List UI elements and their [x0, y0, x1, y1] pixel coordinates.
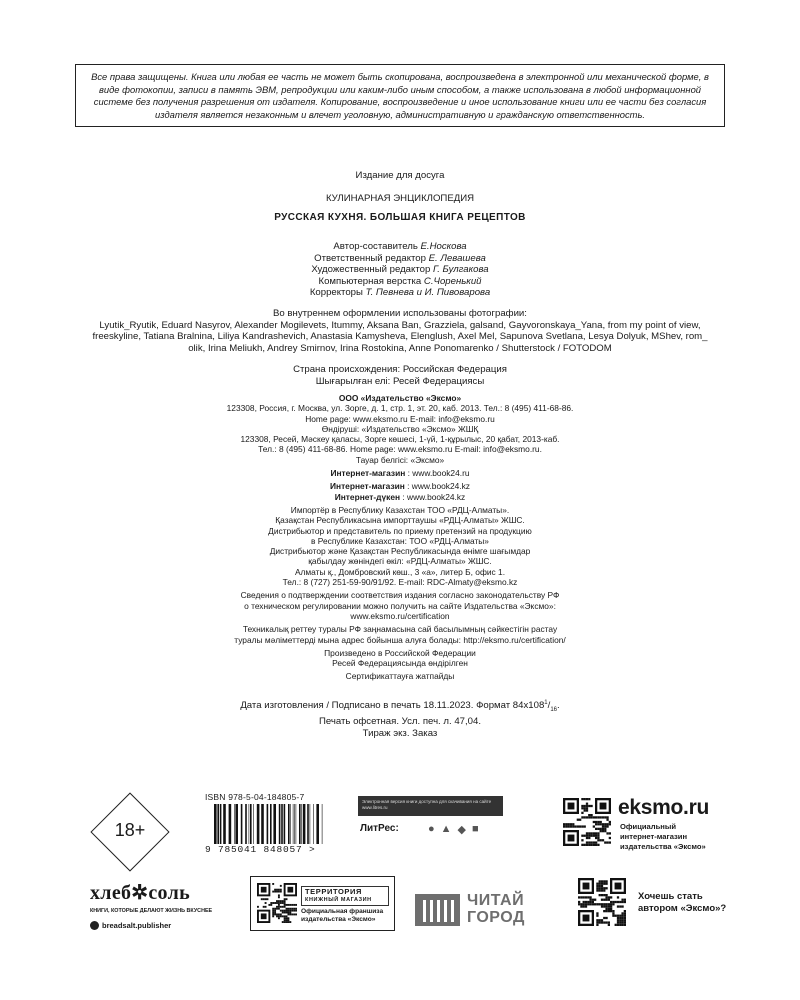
credit-row: Автор-составитель Е.Носкова [333, 241, 467, 252]
copyright-notice: Все права защищены. Книга или любая ее часть не может быть скопирована, воспроизведена в электронной или механической форме, в виде фотокопии, записи в память ЭВМ, репродукции или каким-либо иным способом, а также использована в любой информационной системе без получения разрешения от издателя. Копирование, воспроизведение и иное использование книги или ее части без согласия издателя является незаконным и влечет уголовную, административную и гражданскую ответственность. [75, 64, 725, 127]
photos-heading: Во внутреннем оформлении использованы фотографии: [273, 308, 527, 319]
chitai-gorod-block [415, 890, 550, 930]
certification-ru: www.eksmo.ru/certification [350, 610, 450, 621]
isbn-text: ISBN 978-5-04-184805-7 [205, 792, 305, 802]
distributor-kz-line: қабылдау жөніндегі өкіл: «РДЦ-Алматы» ЖШС. [308, 556, 492, 567]
eksmo-shop-caption: Официальный интернет-магазин издательства «Эксмо» [620, 822, 706, 851]
eksmo-logo: eksmo.ru [618, 796, 709, 819]
edition-type: Издание для досуга [355, 170, 445, 181]
importer-kz: Қазақстан Республикасына импорттаушы «РДЦ-Алматы» ЖШС. [275, 515, 525, 526]
distributor-line: Дистрибьютор и представитель по приему претензий на продукцию [268, 525, 532, 536]
territory-block [250, 876, 395, 931]
distributor-kz-line: Дистрибьютор және Қазақстан Республикасында өнімге шағымдар [269, 546, 531, 557]
made-in-ru: Произведено в Российской Федерации [324, 647, 476, 658]
credits [60, 241, 740, 299]
production-line: Печать офсетная. Усл. печ. л. 47,04. [318, 716, 481, 728]
publisher-kz-address: 123308, Ресей, Мәскеу қаласы, Зорге көшесі, 1-үй, 1-құрылыс, 20 қабат, 2013-каб. [240, 434, 560, 445]
certification-not-required: Сертификаттауға жатпайды [345, 671, 455, 682]
territory-qr-code-icon [257, 883, 297, 923]
hleb-sol-social: breadsalt.publisher [90, 921, 220, 930]
shop-ru: Интернет-магазин : www.book24.ru [330, 468, 470, 479]
blackberry-icon: ◆ [457, 824, 467, 836]
photos-line: olik, Irina Meliukh, Andrey Smirnov, Irina Rostokina, Anne Ponomarenko / Shutterstock / FOTODOM [188, 342, 612, 354]
photos-line: Lyutik_Ryutik, Eduard Nasyrov, Alexander Mogilevets, Itummy, Aksana Ban, Grazziela, galsand, Gayvoronskaya_Yana, from my point of view, [99, 319, 701, 331]
shop-kz: Интернет-магазин : www.book24.kz [330, 481, 470, 492]
certification-ru: Сведения о подтверждении соответствия издания согласно законодательству РФ [240, 590, 560, 601]
eksmo-qr-code-icon [563, 798, 611, 846]
apple-icon: ● [428, 823, 435, 835]
hleb-sol-slogan: КНИГИ, КОТОРЫЕ ДЕЛАЮТ ЖИЗНЬ ВКУСНЕЕ [90, 908, 213, 914]
windows-icon: ■ [472, 823, 479, 835]
publisher-info [60, 393, 740, 682]
almaty-contacts: Тел.: 8 (727) 251-59-90/91/92. E-mail: RDC-Almaty@eksmo.kz [282, 577, 518, 588]
origin-line: Страна происхождения: Российская Федерация [293, 364, 507, 375]
territory-caption: Официальная франшиза издательства «Эксмо» [301, 908, 384, 923]
android-icon: ▲ [440, 823, 452, 835]
production-line: Тираж экз. Заказ [362, 728, 438, 740]
photos-line: freeskyline, Tatiana Bralnina, Liliya Kandrashevich, Anastasia Kamysheva, Elenglush, Axel Mel, Sapunova Svetlana, Lesya Dolyuk, MShev, rom_ [92, 331, 708, 343]
credit-row: Корректоры Т. Певнева и И. Пивоварова [309, 287, 491, 299]
hleb-sol-logo: хлеб✲соль [90, 882, 190, 904]
hleb-sol-block [90, 880, 220, 930]
publisher-kz-name: Өндіруші: «Издательство «Эксмо» ЖШҚ [321, 423, 479, 434]
become-author-text: Хочешь стать автором «Эксмо»? [638, 891, 727, 914]
barcode-number: 9 785041 848057 > [205, 844, 316, 855]
series-name: КУЛИНАРНАЯ ЭНЦИКЛОПЕДИЯ [325, 193, 475, 204]
barcode-icon [213, 804, 325, 844]
trademark: Тауар белгісі: «Эксмо» [355, 454, 445, 465]
importer-ru: Импортёр в Республику Казахстан ТОО «РДЦ-Алматы». [290, 504, 510, 515]
vk-icon [90, 921, 99, 930]
age-rating [90, 792, 170, 872]
publisher-name: ООО «Издательство «Эксмо» [338, 393, 462, 403]
credit-row: Художественный редактор Г. Булгакова [311, 264, 489, 276]
publisher-web: Home page: www.eksmo.ru E-mail: info@eksmo.ru [305, 413, 495, 424]
production-info [60, 697, 740, 740]
publisher-address: 123308, Россия, г. Москва, ул. Зорге, д. 1, стр. 1, эт. 20, каб. 2013. Тел.: 8 (495) 411-68-86. [226, 403, 574, 414]
litres-logo: ЛитРес: [360, 823, 399, 834]
publisher-kz-web: Тел.: 8 (495) 411-68-86. Home page: www.eksmo.ru E-mail: info@eksmo.ru. [258, 444, 542, 455]
chitai-gorod-mark-icon [415, 894, 460, 926]
author-qr-code-icon [578, 878, 626, 926]
shop-kz-2: Интернет-дүкен : www.book24.kz [334, 491, 466, 502]
credit-row: Компьютерная верстка С.Чоренький [318, 275, 482, 287]
chitai-gorod-logo: ЧИТАЙ ГОРОД [467, 892, 525, 926]
country-of-origin [60, 364, 740, 387]
made-in-kz: Ресей Федерациясында өндірілген [332, 658, 468, 669]
book-title: РУССКАЯ КУХНЯ. БОЛЬШАЯ КНИГА РЕЦЕПТОВ [274, 212, 526, 223]
litres-strip: Электронная версия книги доступна для скачивания на сайте www.litres.ru [358, 796, 503, 816]
platform-icons [428, 823, 479, 836]
litres-block [358, 796, 503, 856]
almaty-address: Алматы қ., Домбровский көш., 3 «а», литер Б, офис 1. [294, 566, 506, 577]
origin-line: Шығарылған елі: Ресей Федерациясы [315, 375, 485, 387]
territory-logo: ТЕРРИТОРИЯ КНИЖНЫЙ МАГАЗИН [301, 886, 389, 906]
production-line: Дата изготовления / Подписано в печать 18.11.2023. Формат $84x108^1/_{16}$. [240, 700, 560, 714]
certification-ru: о техническом регулировании можно получить на сайте Издательства «Эксмо»: [244, 600, 556, 611]
photo-credits [60, 308, 740, 354]
distributor-line: в Республике Казахстан: ТОО «РДЦ-Алматы» [311, 535, 489, 546]
credit-row: Ответственный редактор Е. Левашева [314, 252, 486, 264]
age-rating-text: 18+ [114, 820, 146, 840]
isbn-block [205, 792, 335, 857]
certification-kz: Техникалық реттеу туралы РФ заңнамасына сай басылымның сәйкестігін растау [242, 624, 558, 635]
certification-kz: туралы мәліметтерді мына адрес бойынша алуға болады: http://eksmo.ru/certification/ [234, 634, 566, 645]
